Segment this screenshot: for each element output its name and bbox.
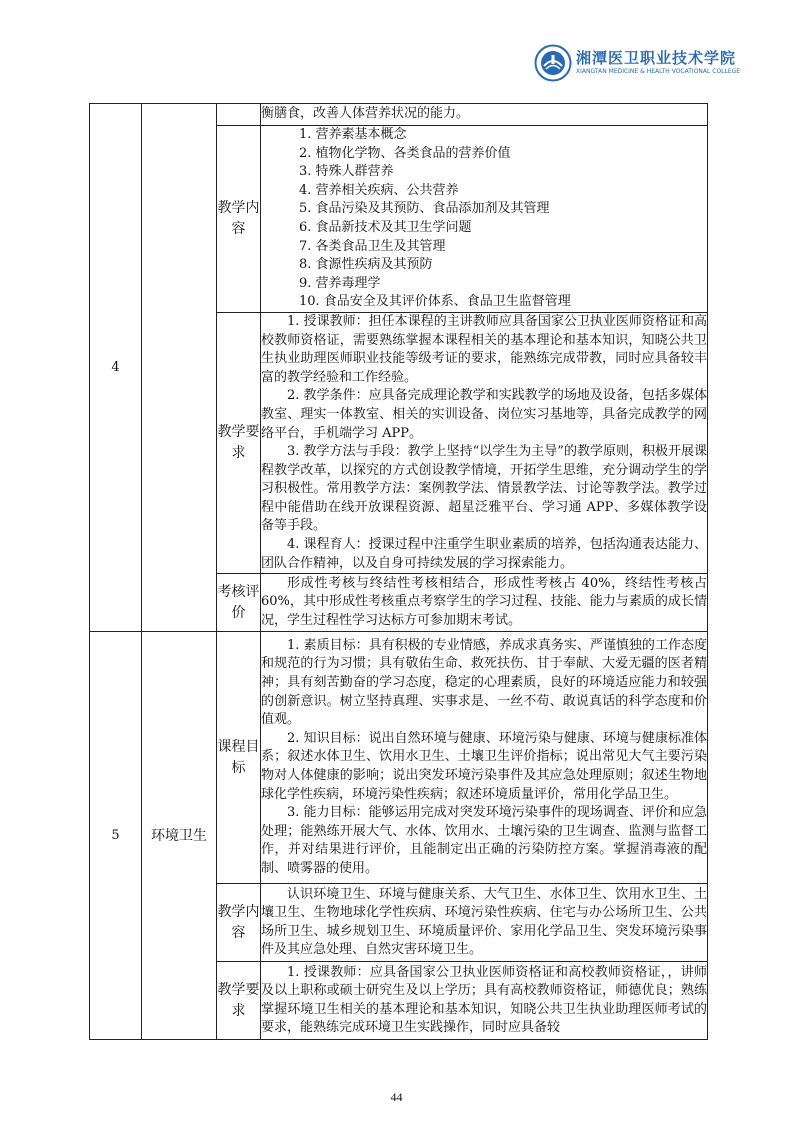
paragraph: 4. 课程育人：授课过程中注重学生职业素质的培养，包括沟通表达能力、团队合作精神，以及自身可持续发展的学习探索能力。 <box>261 537 707 571</box>
list-item: 10. 食品安全及其评价体系、食品卫生监督管理 <box>299 294 571 310</box>
paragraph: 形成性考核与终结性考核相结合，形成性考核占 40%，终结性考核占 60%，其中形成性考核重点考察学生的学习过程、技能、能力与素质的成长情况，学生过程性学习达标方可参加期末考试。 <box>261 575 707 629</box>
list-item: 2. 植物化学物、各类食品的营养价值 <box>299 145 511 161</box>
label-cell-empty <box>217 104 261 126</box>
course-name: 环境卫生 <box>142 632 217 1040</box>
row-content <box>261 104 708 126</box>
paragraph: 3. 能力目标：能够运用完成对突发环境污染事件的现场调查、评价和应急处理；能熟练开展大气、水体、饮用水、土壤污染的卫生调查、监测与监督工作，并对结果进行评价，且能制定出正确的污染防控方案。掌握消毒液的配制、喷雾器的使用。 <box>261 805 707 877</box>
row-content <box>261 962 708 1040</box>
row-label: 课程目标 <box>217 632 261 884</box>
page-number: 44 <box>390 1090 403 1104</box>
list-item: 6. 食品新技术及其卫生学问题 <box>299 219 472 235</box>
paragraph: 2. 知识目标：说出自然环境与健康、环境污染与健康、环境与健康标准体系；叙述水体卫生、饮用水卫生、土壤卫生评价指标；说出常见大气主要污染物对人体健康的影响；说出突发环境污染事件及其应急处理原则；叙述生物地球化学性疾病，环境污染性疾病；叙述环境质量评价，常用化学品卫生。 <box>261 730 707 802</box>
list-item: 7. 各类食品卫生及其管理 <box>299 238 446 254</box>
paragraph: 1. 素质目标：具有积极的专业情感，养成求真务实、严谨慎独的工作态度和规范的行为习惯；具有敬佑生命、救死扶伤、甘于奉献、大爱无疆的医者精神；具有刻苦勤奋的学习态度，稳定的心理素质，良好的环境适应能力和较强的创新意识。树立坚持真理、实事求是、一丝不苟、敢说真话的科学态度和价值观。 <box>261 637 707 728</box>
row-label: 教学内容 <box>217 884 261 962</box>
paragraph: 1. 授课教师：担任本课程的主讲教师应具备国家公卫执业医师资格证和高校教师资格证，需要熟练掌握本课程相关的基本理论和基本知识，知晓公共卫生执业助理医师职业技能等级考证的要求，能熟练完成带教，同时应具备较丰富的教学经验和工作经验。 <box>261 313 707 385</box>
course-number: 4 <box>90 104 142 632</box>
list-item: 5. 食品污染及其预防、食品添加剂及其管理 <box>299 201 550 217</box>
row-label: 教学要求 <box>217 962 261 1040</box>
paragraph: 2. 教学条件：应具备完成理论教学和实践教学的场地及设备，包括多媒体教室、理实一体教室、相关的实训设备、岗位实习基地等，具备完成教学的网络平台，手机端学习 APP。 <box>261 388 707 441</box>
list-item: 1. 营养素基本概念 <box>299 127 407 142</box>
college-emblem-icon <box>534 44 572 82</box>
list-item: 8. 食源性疾病及其预防 <box>299 257 433 273</box>
row-content <box>261 126 708 313</box>
course-number: 5 <box>90 632 142 1040</box>
list-item: 9. 营养毒理学 <box>299 275 381 291</box>
row-content <box>261 574 708 632</box>
curriculum-table <box>89 103 708 1040</box>
college-name-cn: 湘潭医卫职业技术学院 <box>576 49 737 67</box>
row-content <box>261 632 708 884</box>
row-content <box>261 884 708 962</box>
list-item: 3. 特殊人群营养 <box>299 164 394 180</box>
row-label: 教学要求 <box>217 312 261 573</box>
college-name-en: XIANGTAN MEDICINE & HEALTH VOCATIONAL COLLEGE <box>576 68 741 75</box>
paragraph: 3. 教学方法与手段：教学上坚持“以学生为主导”的教学原则，积极开展课程教学改革，以探究的方式创设教学情境，开拓学生思维，充分调动学生的学习积极性。常用教学方法：案例教学法、情景教学法、讨论等教学法。教学过程中能借助在线开放课程资源、超星泛雅平台、学习通 APP、多媒体教学设备等手段。 <box>261 444 707 534</box>
list-item: 4. 营养相关疾病、公共营养 <box>299 182 459 198</box>
intro-tail-text: 衡膳食，改善人体营养状况的能力。 <box>261 106 470 122</box>
table-row <box>90 632 708 884</box>
row-label: 考核评价 <box>217 574 261 632</box>
row-label: 教学内容 <box>217 126 261 313</box>
table-row <box>90 104 708 126</box>
row-content <box>261 312 708 573</box>
paragraph: 认识环境卫生、环境与健康关系、大气卫生、水体卫生、饮用水卫生、土壤卫生、生物地球化学性疾病、环境污染性疾病、住宅与办公场所卫生、公共场所卫生、城乡规划卫生、环境质量评价、家用化学品卫生、突发环境污染事件及其应急处理、自然灾害环境卫生。 <box>261 886 707 958</box>
course-name-cell <box>142 104 217 632</box>
college-logo <box>534 44 741 84</box>
paragraph: 1. 授课教师：应具备国家公卫执业医师资格证和高校教师资格证，，讲师及以上职称或硕士研究生及以上学历；具有高校教师资格证，师德优良；熟练掌握环境卫生相关的基本理论和基本知识，知晓公共卫生执业助理医师考试的要求，能熟练完成环境卫生实践操作，同时应具备较 <box>261 964 707 1036</box>
